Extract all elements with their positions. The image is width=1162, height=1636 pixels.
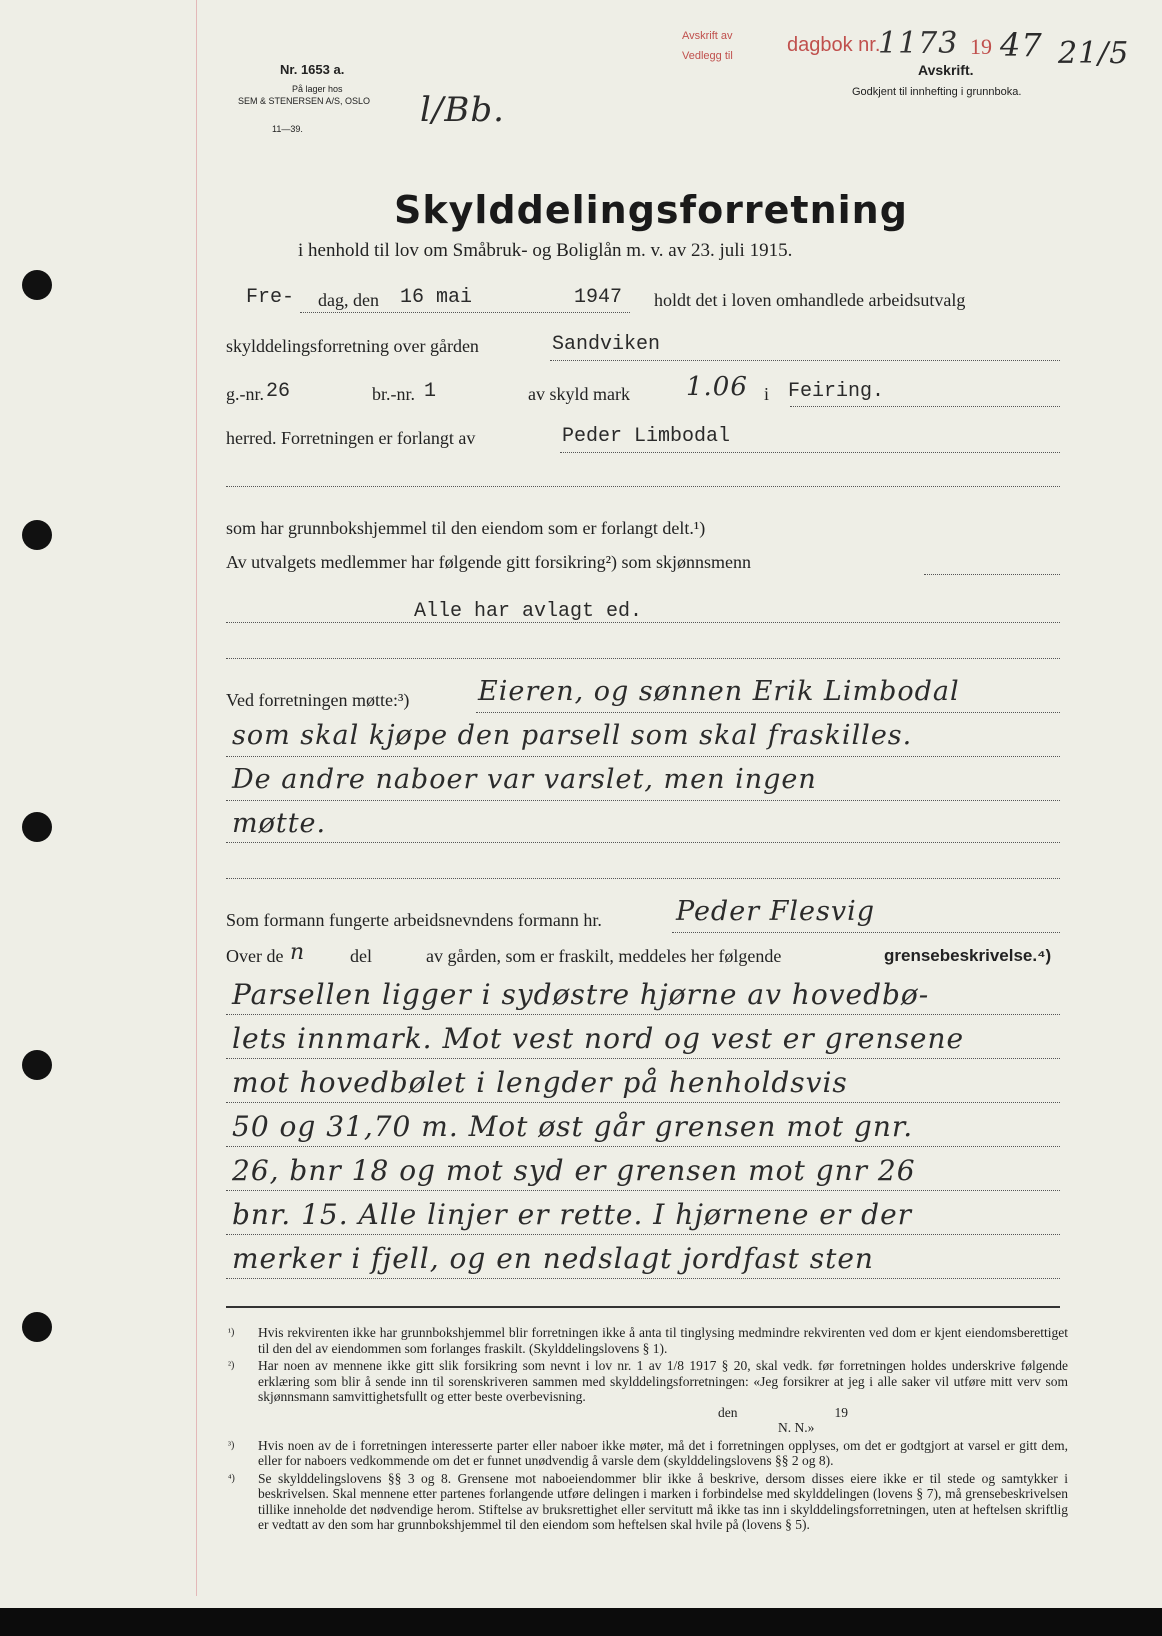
forsikring-text: Av utvalgets medlemmer har følgende gitt forsikring²) som skjønnsmenn — [226, 552, 751, 572]
dagbok-date: 21/5 — [1058, 36, 1130, 71]
herred-label: herred. Forretningen er forlangt av — [226, 428, 476, 448]
bnr-value: 1 — [424, 380, 437, 403]
punch-hole — [22, 1050, 52, 1080]
footnote-number: ³) — [228, 1439, 235, 1451]
boundary-line: 26, bnr 18 og mot syd er grensen mot gnr 26 — [232, 1154, 916, 1187]
forsikring-dotted-line — [924, 574, 1060, 575]
blank-dotted-line — [226, 658, 1060, 659]
attended-line: som skal kjøpe den parsell som skal fraskilles. — [232, 720, 913, 751]
chair-name: Peder Flesvig — [676, 896, 876, 927]
boundary-dotted-line — [226, 1278, 1060, 1279]
boundary-dotted-line — [226, 1234, 1060, 1235]
over-label-rest: av gården, som er fraskilt, meddeles her følgende — [426, 946, 782, 966]
boundary-line: lets innmark. Mot vest nord og vest er grensene — [232, 1022, 965, 1055]
skyld-value: 1.06 — [686, 372, 748, 402]
chair-dotted-line — [672, 932, 1060, 933]
dagbok-year: 47 — [1000, 26, 1043, 64]
farm-name: Sandviken — [552, 333, 661, 356]
attended-line: Eieren, og sønnen Erik Limbodal — [478, 676, 960, 707]
boundary-dotted-line — [226, 1146, 1060, 1147]
avskrift-label: Avskrift. — [918, 62, 974, 78]
dagbok-number: 1173 — [878, 26, 959, 61]
footnote-text: Se skylddelingslovens §§ 3 og 8. Grensene mot naboeiendommer blir ikke å beskrive, dersom disses eiere ikke er til stede og samtykker i beskrivelsen. Skal mennene etter partenes forlangende utføre delingen i marken i forbindelse med skylddelingen (lovens § 7), må grensebeskrivelsen tillike inneholde det nødvendige herom. Stiftelse av bruksrettighet eller servitutt må ikke tas inn i skylddelingsforretningen, uten at heftelsen skriftlig er vedtatt av den som har grunnbokshjemmel til den eiendom som heftelsen skal hvile på (lovens § 5). — [258, 1470, 1068, 1532]
attended-dotted-line — [226, 842, 1060, 843]
gnr-label: g.-nr. — [226, 384, 264, 404]
boundary-dotted-line — [226, 1058, 1060, 1059]
year-value: 1947 — [574, 286, 623, 309]
municipality-value: Feiring. — [788, 380, 885, 403]
footnote-nn: N. N.» — [778, 1420, 815, 1435]
attended-label: Ved forretningen møtte:³) — [226, 690, 410, 710]
attended-line: De andre naboer var varslet, men ingen — [232, 764, 817, 795]
footnotes — [228, 1325, 1068, 1535]
footnote-text: Hvis rekvirenten ikke har grunnbokshjemmel blir forretningen ikke å anta til tinglysing medmindre rekvirenten ved dom er kjent eiendomsberettiget til den del av eiendommen som forlanges fraskilt. (Skylddelingslovens § 1). — [258, 1325, 1068, 1356]
footnote-number: ⁴) — [228, 1472, 235, 1484]
stamp-vedlegg-til: Vedlegg til — [682, 50, 733, 62]
footnote — [228, 1438, 1068, 1469]
attended-dotted-line — [226, 756, 1060, 757]
attended-dotted-line — [476, 712, 1060, 713]
chair-label: Som formann fungerte arbeidsnevndens formann hr. — [226, 910, 602, 930]
form-date: 11—39. — [272, 124, 303, 134]
gnr-value: 26 — [266, 380, 291, 403]
footnote — [228, 1358, 1068, 1436]
punch-hole — [22, 1312, 52, 1342]
boundary-dotted-line — [226, 1190, 1060, 1191]
publisher-line: På lager hos — [292, 84, 343, 94]
oath-text: Alle har avlagt ed. — [414, 600, 643, 623]
i-label: i — [764, 384, 770, 404]
farm-dotted-line — [550, 360, 1060, 361]
footnote-den: den — [718, 1404, 738, 1420]
blank-dotted-line — [226, 486, 1060, 487]
footnote-number: ²) — [228, 1360, 235, 1371]
attended-dotted-line — [226, 800, 1060, 801]
footnote-divider — [226, 1306, 1060, 1308]
boundary-line: merker i fjell, og en nedslagt jordfast sten — [232, 1242, 874, 1275]
stamp-avskrift-av: Avskrift av — [682, 30, 733, 42]
footnote-text: Hvis noen av de i forretningen interesserte parter eller naboer ikke møter, må det i forretningen opplyses, om det er godtgjort at varsel er gitt dem, eller for naboers vedkommende om det er funnet unødvendig å varsle dem (skylddelingslovens §§ 2 og 8). — [258, 1437, 1068, 1468]
boundary-dotted-line — [226, 1014, 1060, 1015]
attended-line: møtte. — [232, 808, 327, 839]
boundary-dotted-line — [226, 1102, 1060, 1103]
weekday-value: Fre- — [246, 286, 295, 309]
dag-label: dag, den — [318, 290, 379, 310]
document-subtitle: i henhold til lov om Småbruk- og Boliglån m. v. av 23. juli 1915. — [298, 240, 793, 261]
requested-dotted-line — [560, 452, 1060, 453]
footnote-number: ¹) — [228, 1327, 235, 1338]
boundary-line: Parsellen ligger i sydøstre hjørne av hovedbø- — [232, 978, 930, 1011]
approval-text: Godkjent til innhefting i grunnboka. — [852, 86, 1022, 98]
hjemmel-text: som har grunnbokshjemmel til den eiendom som er forlangt delt.¹) — [226, 518, 706, 538]
dagbok-year-prefix: 19 — [970, 34, 992, 59]
date-value: 16 mai — [400, 286, 473, 309]
handwritten-initials: l/Bb. — [420, 90, 505, 130]
municipality-dotted-line — [790, 406, 1060, 407]
over-label: Over de — [226, 946, 284, 966]
requested-by-value: Peder Limbodal — [562, 425, 731, 448]
bnr-label: br.-nr. — [372, 384, 415, 404]
punch-hole — [22, 520, 52, 550]
footnote-text: Har noen av mennene ikke gitt slik forsikring som nevnt i lov nr. 1 av 1/8 1917 § 20, skal vedk. før forretningen holdes underskrive følgende erklæring som blir å sende inn til sorenskriveren sammen med skylddelingsforretningen: «Jeg forsikrer at jeg i alle saker vil utføre mitt verv som skjønnsmann samvittighetsfullt og etter beste overbevisning. — [258, 1358, 1068, 1404]
footnote — [228, 1471, 1068, 1533]
over-hand-value: n — [290, 940, 306, 965]
punch-hole — [22, 812, 52, 842]
form-number: Nr. 1653 a. — [280, 62, 345, 77]
oath-dotted-line — [226, 622, 1060, 623]
dagbok-label: dagbok nr. — [787, 34, 881, 56]
footnote-signature-row — [258, 1405, 1068, 1421]
skyld-label: av skyld mark — [528, 384, 630, 404]
scan-border — [0, 1608, 1162, 1636]
date-dotted-line — [300, 312, 630, 313]
grense-label: grensebeskrivelse.⁴) — [884, 946, 1052, 965]
punch-hole — [22, 270, 52, 300]
over-farm-label: skylddelingsforretning over gården — [226, 336, 479, 356]
margin-rule — [196, 0, 197, 1596]
footnote — [228, 1325, 1068, 1356]
document-title: Skylddelingsforretning — [394, 188, 908, 232]
blank-dotted-line — [226, 878, 1060, 879]
publisher-name: SEM & STENERSEN A/S, OSLO — [238, 96, 371, 106]
boundary-line: 50 og 31,70 m. Mot øst går grensen mot gnr. — [232, 1110, 914, 1143]
boundary-line: bnr. 15. Alle linjer er rette. I hjørnene er der — [232, 1198, 913, 1231]
footnote-year: 19 — [834, 1404, 848, 1420]
boundary-line: mot hovedbølet i lengder på henholdsvis — [232, 1066, 848, 1099]
held-text: holdt det i loven omhandlede arbeidsutvalg — [654, 290, 966, 310]
del-label: del — [350, 946, 372, 966]
